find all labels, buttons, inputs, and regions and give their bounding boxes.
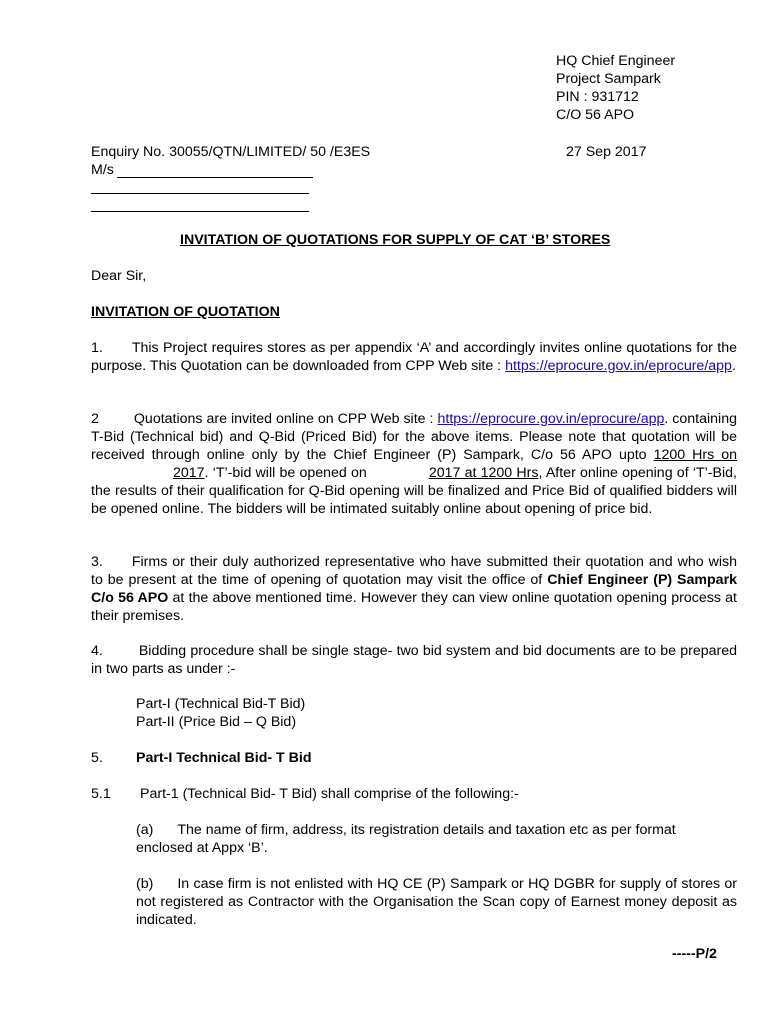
paragraph-2-text-d: , After online opening of ‘T’-Bid, the results of their qualification for Q-Bid opening will be finalized and Price Bid of qualified bidders will be opened online. The bidders will be intimated suitably online about opening of price bid. bbox=[91, 465, 737, 517]
ms-label: M/s bbox=[91, 162, 114, 178]
bid-time-field: 1200 Hrs on2017 bbox=[173, 447, 737, 481]
address-line-1: HQ Chief Engineer bbox=[556, 53, 676, 69]
paragraph-2-text-b: . containing T-Bid (Technical bid) and Q-Bid (Priced Bid) for the above items. Please note that quotation will be received through online only by the Chief Engineer (P) Sampark, C/o 56 APO upto bbox=[91, 411, 737, 463]
part-2-label: Part-II (Price Bid – Q Bid) bbox=[136, 714, 297, 730]
paragraph-4 bbox=[91, 642, 737, 678]
item-a-label: (a) bbox=[136, 822, 154, 838]
paragraph-2 bbox=[91, 410, 737, 518]
paragraph-2-text-a: Quotations are invited online on CPP Web site : bbox=[133, 411, 434, 427]
item-b-text: In case firm is not enlisted with HQ CE (P) Sampark or HQ DGBR for supply of stores or not registered as Contractor with the Organisation the Scan copy of Earnest money deposit as indicated. bbox=[136, 876, 737, 928]
item-b-label: (b) bbox=[136, 876, 154, 892]
paragraph-4-text: Bidding procedure shall be single stage- two bid system and bid documents are to be prepared in two parts as under :- bbox=[91, 643, 737, 677]
paragraph-1-text: This Project requires stores as per appendix ‘A’ and accordingly invites online quotations for the purpose. This Quotation can be downloaded from CPP Web site : bbox=[91, 340, 737, 374]
item-a-text: The name of firm, address, its registration details and taxation etc as per format enclosed at Appx ‘B’. bbox=[136, 822, 676, 856]
salutation: Dear Sir, bbox=[91, 268, 147, 284]
addressee-blank-2 bbox=[91, 193, 309, 194]
paragraph-3 bbox=[91, 553, 737, 625]
item-a bbox=[136, 821, 676, 857]
addressee-blank-1 bbox=[117, 177, 313, 178]
paragraph-3-text-a: Firms or their duly authorized representative who have submitted their quotation and who wish to be present at the time of opening of quotation may visit the office of bbox=[91, 554, 737, 588]
paragraph-3-number: 3. bbox=[91, 554, 103, 570]
page-continuation-marker: -----P/2 bbox=[672, 946, 717, 962]
enquiry-number: Enquiry No. 30055/QTN/LIMITED/ 50 /E3ES bbox=[91, 144, 371, 160]
paragraph-2-text-c: . ‘T’-bid will be opened on bbox=[204, 465, 367, 481]
item-b bbox=[136, 875, 737, 929]
address-line-2: Project Sampark bbox=[556, 71, 661, 87]
paragraph-1-number: 1. bbox=[91, 340, 103, 356]
paragraph-1 bbox=[91, 339, 737, 375]
cpp-website-link-2[interactable]: https://eprocure.gov.in/eprocure/app bbox=[437, 411, 665, 427]
address-line-3: PIN : 931712 bbox=[556, 89, 639, 105]
paragraph-5-number: 5. bbox=[91, 750, 103, 766]
t-bid-opening-field: 2017 at 1200 Hrs bbox=[428, 465, 539, 481]
cpp-website-link-1[interactable]: https://eprocure.gov.in/eprocure/app bbox=[505, 358, 732, 374]
paragraph-3-text-b: at the above mentioned time. However they can view online quotation opening process at their premises. bbox=[91, 590, 737, 624]
part-1-label: Part-I (Technical Bid-T Bid) bbox=[136, 696, 306, 712]
paragraph-4-number: 4. bbox=[91, 643, 103, 659]
document-title: INVITATION OF QUOTATIONS FOR SUPPLY OF CAT ‘B’ STORES bbox=[180, 232, 611, 248]
paragraph-5-1-text: Part-1 (Technical Bid- T Bid) shall comprise of the following:- bbox=[140, 786, 519, 802]
paragraph-5-heading: Part-I Technical Bid- T Bid bbox=[136, 750, 312, 766]
paragraph-5-1-number: 5.1 bbox=[91, 786, 111, 802]
paragraph-2-number: 2 bbox=[91, 411, 99, 427]
paragraph-1-end: . bbox=[731, 358, 736, 374]
address-line-4: C/O 56 APO bbox=[556, 107, 635, 123]
paragraph-3-office: Chief Engineer (P) Sampark C/o 56 APO bbox=[91, 572, 737, 606]
addressee-blank-3 bbox=[91, 211, 309, 212]
section-heading: INVITATION OF QUOTATION bbox=[91, 304, 280, 320]
letter-date: 27 Sep 2017 bbox=[566, 144, 647, 160]
